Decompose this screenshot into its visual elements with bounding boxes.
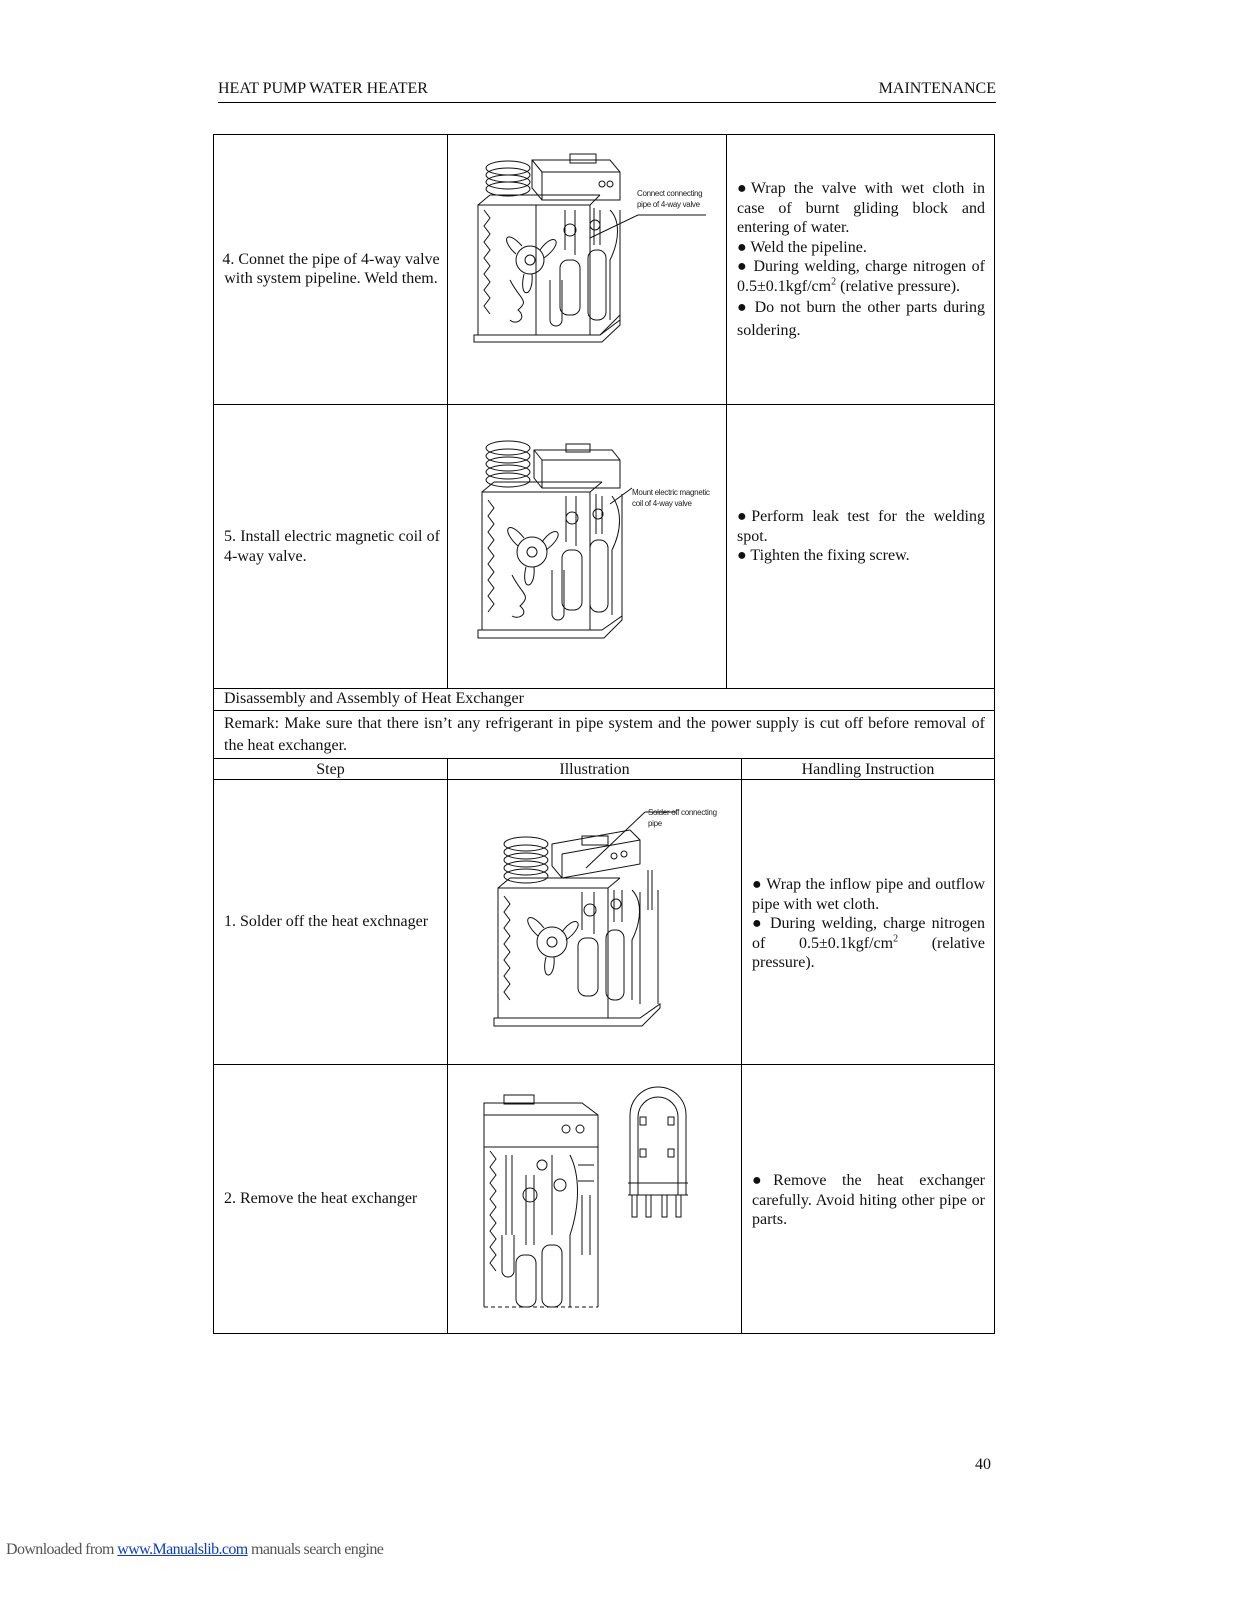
instruction-cell [737,179,985,342]
instruction-text: ● Do not burn the other parts during soldering. [737,299,985,339]
step-label: 2. Remove the heat exchanger [224,1190,418,1208]
instruction-cell [737,507,985,566]
unit-drawing [490,800,730,1040]
divider [447,134,448,688]
unit-drawing [470,430,720,660]
page-header [218,80,996,103]
divider [726,134,727,688]
outdoor-unit-illustration [490,800,730,1040]
footer-suffix: manuals search engine [247,1541,384,1558]
divider [741,758,742,1333]
callout-label: Connect connecting pipe of 4-way valve [637,189,703,209]
col-header-step: Step [316,761,345,778]
step-cell [222,134,440,404]
instruction-cell [752,1171,985,1230]
instruction-text: ● During welding, charge nitrogen of $0.5\pm 0.1kgf/cm^2$ (relative pressure). [737,258,985,295]
divider [447,758,448,1333]
manualslib-link[interactable]: www.Manualslib.com [117,1541,248,1558]
instruction-text: ●Wrap the valve with wet cloth in case of burnt gliding block and entering of water. [737,180,985,236]
footer-prefix: Downloaded from [6,1541,118,1558]
instruction-text: ● Weld the pipeline. [737,238,867,256]
instruction-text: ● Wrap the inflow pipe and outflow pipe with wet cloth. [752,876,985,913]
outdoor-unit-illustration [470,430,720,660]
download-footer [6,1541,383,1559]
header-section: MAINTENANCE [878,80,996,97]
section-title: Disassembly and Assembly of Heat Exchanger [224,690,524,707]
remark-text: Remark: Make sure that there isn’t any refrigerant in pipe system and the power supply is cut off before removal of the heat exchanger. [224,715,985,754]
instruction-text: ●Remove the heat exchanger carefully. Avoid hiting other pipe or parts. [752,1172,985,1228]
page-number: 40 [975,1456,991,1473]
step-label: 1. Solder off the heat exchnager [224,913,429,931]
col-header-instruction: Handling Instruction [801,761,935,778]
step-cell [224,1065,442,1333]
callout-label: Solder off connecting pipe [648,808,717,828]
heat-exchanger-illustration [482,1085,692,1310]
instruction-text: ● During welding, charge nitrogen of $0.5\pm 0.1kgf/cm^2$ (relative pressure). [752,915,985,971]
instruction-cell [752,875,985,973]
col-header-illustration: Illustration [559,761,630,778]
step-cell [224,780,442,1064]
callout-label: Mount electric magnetic coil of 4-way valve [632,488,710,508]
step-cell [224,405,440,688]
unit-detail-drawing [482,1085,692,1310]
instruction-text: ●Perform leak test for the welding spot. [737,508,985,545]
unit-drawing [470,150,720,365]
instruction-text: ● Tighten the fixing screw. [737,547,910,564]
header-title: HEAT PUMP WATER HEATER [218,80,428,97]
step-label: 5. Install electric magnetic coil of 4-way valve. [224,528,440,565]
step-label: 4. Connet the pipe of 4-way valve with system pipeline. Weld them. [222,250,440,287]
outdoor-unit-illustration [470,150,720,365]
